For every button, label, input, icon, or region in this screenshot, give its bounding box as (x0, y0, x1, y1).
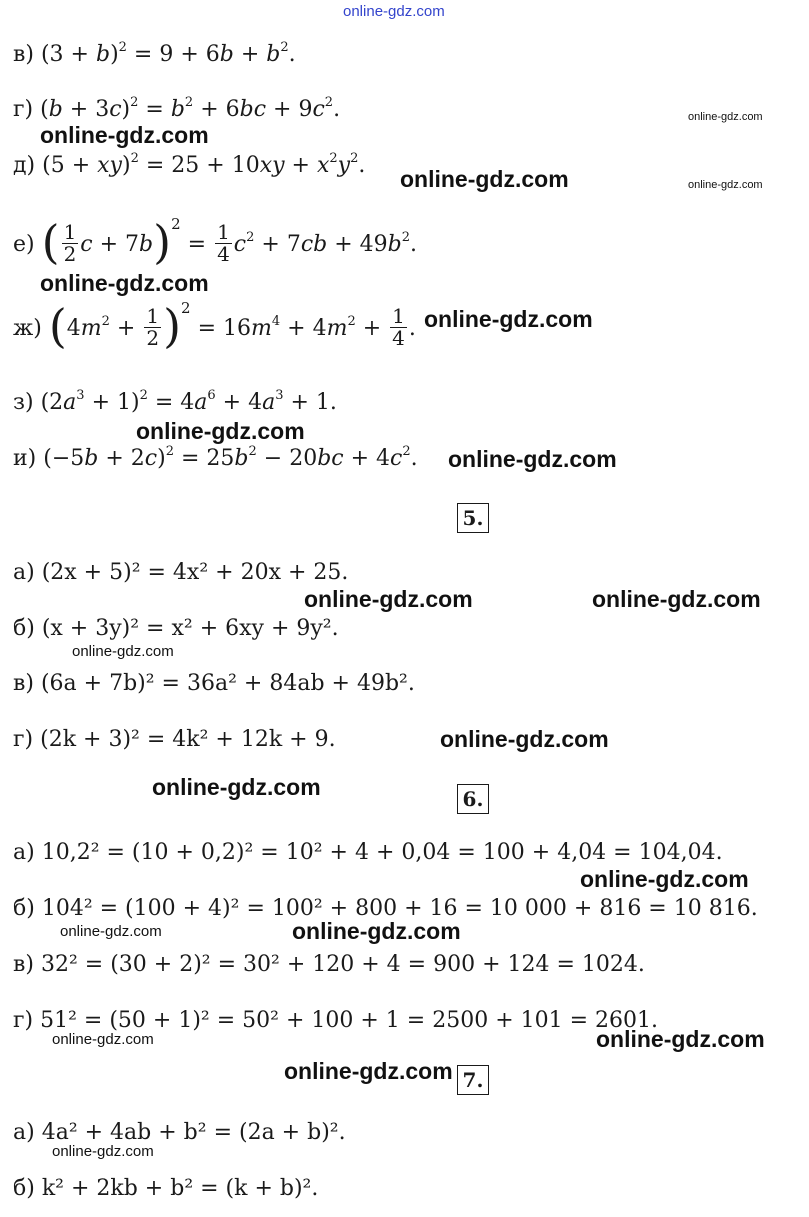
item-label: и) (13, 446, 37, 471)
watermark: online-gdz.com (440, 726, 609, 752)
equation-7a (13, 1122, 346, 1144)
watermark: online-gdz.com (424, 306, 593, 332)
watermark: online-gdz.com (580, 866, 749, 892)
watermark: online-gdz.com (60, 923, 162, 940)
equation-7b (13, 1178, 318, 1200)
equation-4e: е) ( $\frac{1}{2}$ c + 7b)$^2$ = $\frac{1}{4}$ $c^2 + 7cb + 49b^2$. (13, 215, 418, 269)
section-number-5: 5. (457, 503, 489, 533)
watermark: online-gdz.com (688, 179, 763, 191)
watermark: online-gdz.com (292, 918, 461, 944)
equation-4g: г) $(b + 3c)^2 = b^2 + 6bc + 9c^2$. (13, 95, 341, 122)
equation-text: 4a² + 4ab + b² = (2a + b)². (41, 1120, 346, 1145)
equation-5v (13, 673, 415, 695)
watermark: online-gdz.com (52, 1143, 154, 1160)
equation-4d: д) $(5 + xy)^2 = 25 + 10xy + x^2y^2$. (13, 151, 366, 178)
equation-6a (13, 842, 723, 864)
item-label: г) (13, 1008, 34, 1033)
item-label: в) (13, 671, 34, 696)
watermark: online-gdz.com (448, 446, 617, 472)
equation-text: 32² = (30 + 2)² = 30² + 120 + 4 = 900 + 124 = 1024. (40, 952, 645, 977)
equation-5b (13, 618, 339, 640)
equation-text: 104² = (100 + 4)² = 100² + 800 + 16 = 10 000 + 816 = 10 816. (41, 896, 758, 921)
item-label: д) (13, 153, 36, 178)
item-label: в) (13, 952, 34, 977)
watermark: online-gdz.com (40, 270, 209, 296)
watermark: online-gdz.com (52, 1031, 154, 1048)
item-label: а) (13, 560, 35, 585)
equation-4zh: ж) ($4m^2$ + $\frac{1}{2}$ )$^2 = 16m^4 + 4m^2$ + $\frac{1}{4}$ . (13, 299, 416, 353)
section-number-6: 6. (457, 784, 489, 814)
equation-6b (13, 898, 758, 920)
equation-text: k² + 2kb + b² = (k + b)². (41, 1176, 319, 1201)
item-label: а) (13, 1120, 35, 1145)
watermark: online-gdz.com (72, 643, 174, 660)
equation-text: 10,2² = (10 + 0,2)² = 10² + 4 + 0,04 = 100 + 4,04 = 104,04. (41, 840, 723, 865)
watermark: online-gdz.com (304, 586, 473, 612)
watermark: online-gdz.com (688, 111, 763, 123)
item-label: б) (13, 1176, 35, 1201)
equation-5g (13, 729, 336, 751)
equation-4v: в) $(3 + b)^2 = 9 + 6b + b^2$. (13, 40, 296, 67)
watermark: online-gdz.com (136, 418, 305, 444)
item-label: г) (13, 727, 34, 752)
watermark: online-gdz.com (284, 1058, 453, 1084)
watermark: online-gdz.com (596, 1026, 765, 1052)
equation-text: (2x + 5)² = 4x² + 20x + 25. (41, 560, 349, 585)
watermark: online-gdz.com (592, 586, 761, 612)
item-label: а) (13, 840, 35, 865)
site-header-link[interactable]: online-gdz.com (343, 3, 445, 20)
section-number-7: 7. (457, 1065, 489, 1095)
watermark: online-gdz.com (152, 774, 321, 800)
watermark: online-gdz.com (40, 122, 209, 148)
item-label: з) (13, 390, 34, 415)
item-label: ж) (13, 316, 42, 341)
equation-4i: и) $(-5b + 2c)^2 = 25b^2 - 20bc + 4c^2$. (13, 444, 418, 471)
equation-text: 51² = (50 + 1)² = 50² + 100 + 1 = 2500 + 101 = 2601. (40, 1008, 659, 1033)
equation-4z: з) $(2a^3 + 1)^2 = 4a^6 + 4a^3 + 1$. (13, 388, 337, 415)
equation-text: (6a + 7b)² = 36a² + 84ab + 49b². (40, 671, 415, 696)
watermark: online-gdz.com (400, 166, 569, 192)
item-label: б) (13, 896, 35, 921)
equation-text: (2k + 3)² = 4k² + 12k + 9. (40, 727, 336, 752)
equation-6v (13, 954, 645, 976)
item-label: б) (13, 616, 35, 641)
equation-6g (13, 1010, 658, 1032)
item-label: г) (13, 97, 34, 122)
item-label: е) (13, 232, 35, 257)
item-label: в) (13, 42, 34, 67)
equation-5a (13, 562, 348, 584)
equation-text: (x + 3y)² = x² + 6xy + 9y². (41, 616, 339, 641)
